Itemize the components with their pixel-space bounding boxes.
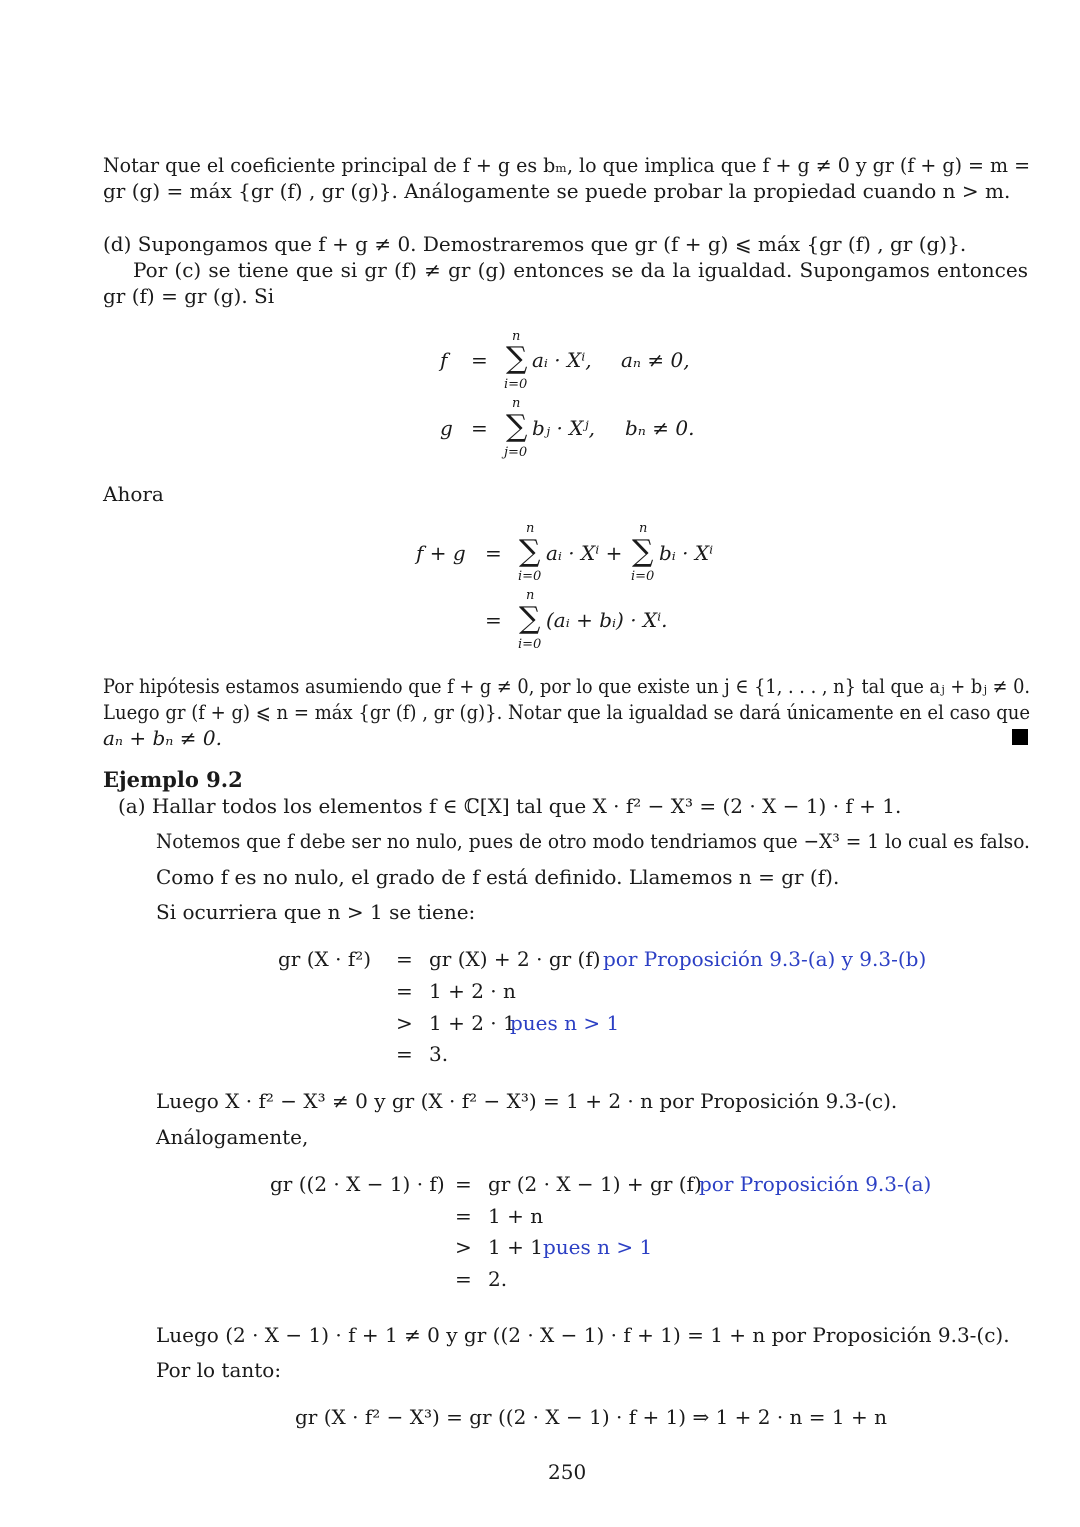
paragraph-line: Por hipótesis estamos asumiendo que f + g ≠ 0, por lo que existe un j ∈ {1, . . . , n} tal que aⱼ + bⱼ ≠ 0. xyxy=(103,674,1031,698)
condition-reference-link[interactable]: pues n > 1 xyxy=(543,1235,653,1259)
sum-symbol: ∑ xyxy=(519,534,541,569)
paragraph-line: Análogamente, xyxy=(156,1125,309,1149)
paragraph-line: Ahora xyxy=(103,482,164,506)
sum-lower: i=0 xyxy=(518,569,542,584)
eq-expression: gr (X) + 2 · gr (f) xyxy=(429,947,601,971)
sum-lower: i=0 xyxy=(518,637,542,652)
proposition-reference-link[interactable]: por Proposición 9.3-(a) y 9.3-(b) xyxy=(603,947,927,971)
eq-expression: 1 + 2 · 1 xyxy=(429,1011,516,1035)
sum-symbol: ∑ xyxy=(506,409,528,444)
eq-relation: = xyxy=(455,1204,472,1228)
eq-term: (aᵢ + bᵢ) · Xⁱ. xyxy=(546,608,668,632)
eq-relation: = xyxy=(455,1172,472,1196)
paragraph-line: Por lo tanto: xyxy=(156,1358,282,1382)
eq-relation: > xyxy=(455,1235,472,1259)
condition-reference-link[interactable]: pues n > 1 xyxy=(510,1011,620,1035)
paragraph-line: aₙ + bₙ ≠ 0. xyxy=(103,726,222,750)
eq-equals: = xyxy=(485,608,502,632)
eq-relation: = xyxy=(396,947,413,971)
sum-symbol: ∑ xyxy=(519,601,541,636)
sum-lower: i=0 xyxy=(631,569,655,584)
paragraph-line: gr (g) = máx {gr (f) , gr (g)}. Análogamente se puede probar la propiedad cuando n > m. xyxy=(103,179,1011,203)
sum-upper: n xyxy=(512,329,521,344)
eq-expression: gr (2 · X − 1) + gr (f) xyxy=(488,1172,702,1196)
paragraph-line: Luego (2 · X − 1) · f + 1 ≠ 0 y gr ((2 · X − 1) · f + 1) = 1 + n por Proposición 9.3-(c). xyxy=(156,1323,1010,1347)
eq-expression: 1 + 1 xyxy=(488,1235,543,1259)
paragraph-line: Luego gr (f + g) ⩽ n = máx {gr (f) , gr (g)}. Notar que la igualdad se dará únicamente en el caso que xyxy=(103,700,1031,724)
eq-equals: = xyxy=(471,416,488,440)
paragraph-line: Por (c) se tiene que si gr (f) ≠ gr (g) entonces se da la igualdad. Supongamos entonces xyxy=(133,258,1028,282)
eq-lhs: gr ((2 · X − 1) · f) xyxy=(270,1172,445,1196)
eq-relation: > xyxy=(396,1011,413,1035)
eq-equals: = xyxy=(471,348,488,372)
example-part-a: (a) Hallar todos los elementos f ∈ ℂ[X] tal que X · f² − X³ = (2 · X − 1) · f + 1. xyxy=(118,794,902,818)
eq-lhs: f + g xyxy=(416,541,466,565)
eq-condition: aₙ ≠ 0, xyxy=(621,348,690,372)
sum-upper: n xyxy=(512,396,521,411)
eq-relation: = xyxy=(396,979,413,1003)
sum-symbol: ∑ xyxy=(506,341,528,376)
sum-lower: i=0 xyxy=(504,377,528,392)
sum-upper: n xyxy=(526,521,535,536)
eq-expression: 1 + 2 · n xyxy=(429,979,516,1003)
paragraph-line: gr (f) = gr (g). Si xyxy=(103,284,275,308)
eq-lhs-f: f xyxy=(440,348,448,372)
sum-upper: n xyxy=(639,521,648,536)
eq-expression: 1 + n xyxy=(488,1204,544,1228)
eq-relation: = xyxy=(396,1042,413,1066)
eq-lhs: gr (X · f²) xyxy=(278,947,372,971)
proposition-reference-link[interactable]: por Proposición 9.3-(a) xyxy=(699,1172,932,1196)
eq-term: bⱼ · Xʲ, xyxy=(532,416,596,440)
part-d-statement: (d) Supongamos que f + g ≠ 0. Demostraremos que gr (f + g) ⩽ máx {gr (f) , gr (g)}. xyxy=(103,232,967,256)
final-equation: gr (X · f² − X³) = gr ((2 · X − 1) · f + 1) ⇒ 1 + 2 · n = 1 + n xyxy=(295,1405,887,1429)
paragraph-line: Si ocurriera que n > 1 se tiene: xyxy=(156,900,476,924)
eq-relation: = xyxy=(455,1267,472,1291)
qed-square-icon xyxy=(1012,729,1028,745)
paragraph-line: Como f es no nulo, el grado de f está definido. Llamemos n = gr (f). xyxy=(156,865,840,889)
eq-expression: 2. xyxy=(488,1267,508,1291)
sum-lower: j=0 xyxy=(504,445,528,460)
sum-upper: n xyxy=(526,588,535,603)
eq-expression: 3. xyxy=(429,1042,449,1066)
example-title: Ejemplo 9.2 xyxy=(103,767,243,792)
sum-symbol: ∑ xyxy=(632,534,654,569)
eq-term: bᵢ · Xⁱ xyxy=(659,541,714,565)
paragraph-line: Notemos que f debe ser no nulo, pues de otro modo tendriamos que −X³ = 1 lo cual es falso. xyxy=(156,829,1030,853)
eq-term: aᵢ · Xⁱ + xyxy=(546,541,623,565)
eq-equals: = xyxy=(485,541,502,565)
eq-lhs-g: g xyxy=(440,416,453,440)
page-number: 250 xyxy=(548,1460,587,1484)
paragraph-line: Notar que el coeficiente principal de f + g es bₘ, lo que implica que f + g ≠ 0 y gr (f + g) = m = xyxy=(103,153,1031,177)
paragraph-line: Luego X · f² − X³ ≠ 0 y gr (X · f² − X³) = 1 + 2 · n por Proposición 9.3-(c). xyxy=(156,1089,898,1113)
eq-condition: bₙ ≠ 0. xyxy=(625,416,695,440)
eq-term: aᵢ · Xⁱ, xyxy=(532,348,592,372)
